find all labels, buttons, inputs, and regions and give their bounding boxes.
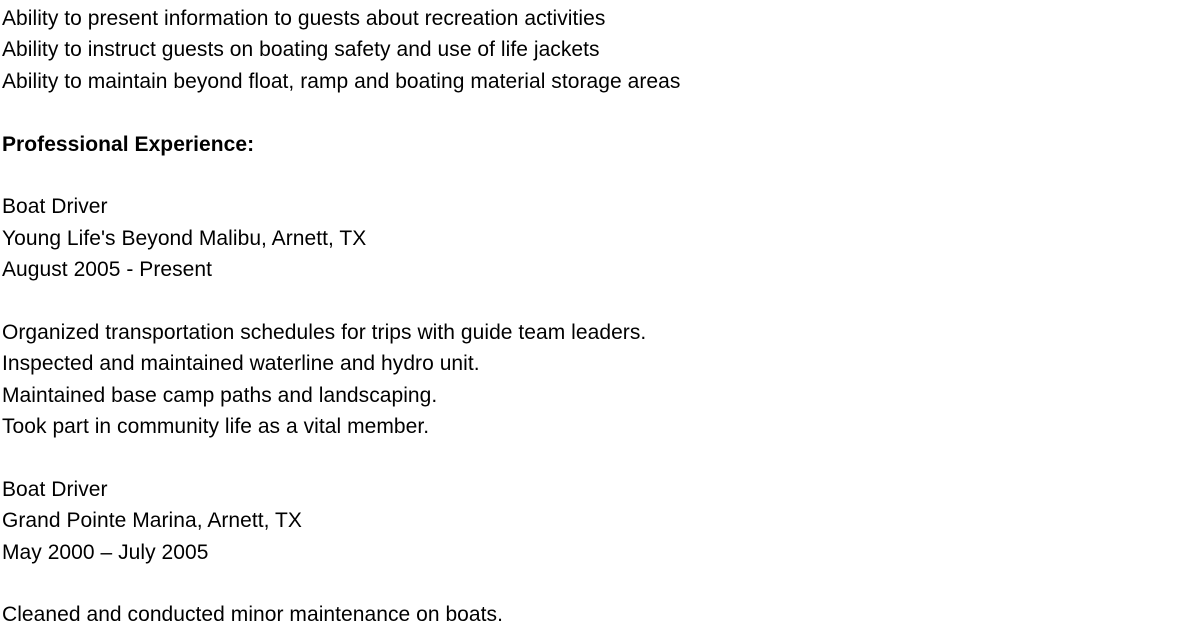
blank-line bbox=[2, 286, 1192, 317]
section-heading: Professional Experience: bbox=[2, 132, 255, 156]
job-duty: Took part in community life as a vital member. bbox=[2, 415, 430, 439]
job-employer: Grand Pointe Marina, Arnett, TX bbox=[2, 509, 302, 533]
job-title: Boat Driver bbox=[2, 477, 108, 501]
blank-line bbox=[2, 97, 1192, 128]
job-title: Boat Driver bbox=[2, 195, 108, 219]
blank-line bbox=[2, 160, 1192, 191]
job-employer: Young Life's Beyond Malibu, Arnett, TX bbox=[2, 226, 367, 250]
blank-line bbox=[2, 568, 1192, 599]
ability-line: Ability to maintain beyond float, ramp and boating material storage areas bbox=[2, 69, 681, 93]
ability-line: Ability to instruct guests on boating safety and use of life jackets bbox=[2, 38, 600, 62]
job-duty: Inspected and maintained waterline and hydro unit. bbox=[2, 352, 480, 376]
blank-line bbox=[2, 442, 1192, 473]
ability-line: Ability to present information to guests about recreation activities bbox=[2, 7, 606, 30]
job-dates: August 2005 - Present bbox=[2, 258, 213, 282]
job-duty: Cleaned and conducted minor maintenance on boats. bbox=[2, 603, 503, 627]
job-duty: Organized transportation schedules for trips with guide team leaders. bbox=[2, 320, 647, 344]
resume-text bbox=[2, 3, 1192, 627]
job-dates: May 2000 – July 2005 bbox=[2, 540, 209, 564]
job-duty: Maintained base camp paths and landscaping. bbox=[2, 383, 438, 407]
